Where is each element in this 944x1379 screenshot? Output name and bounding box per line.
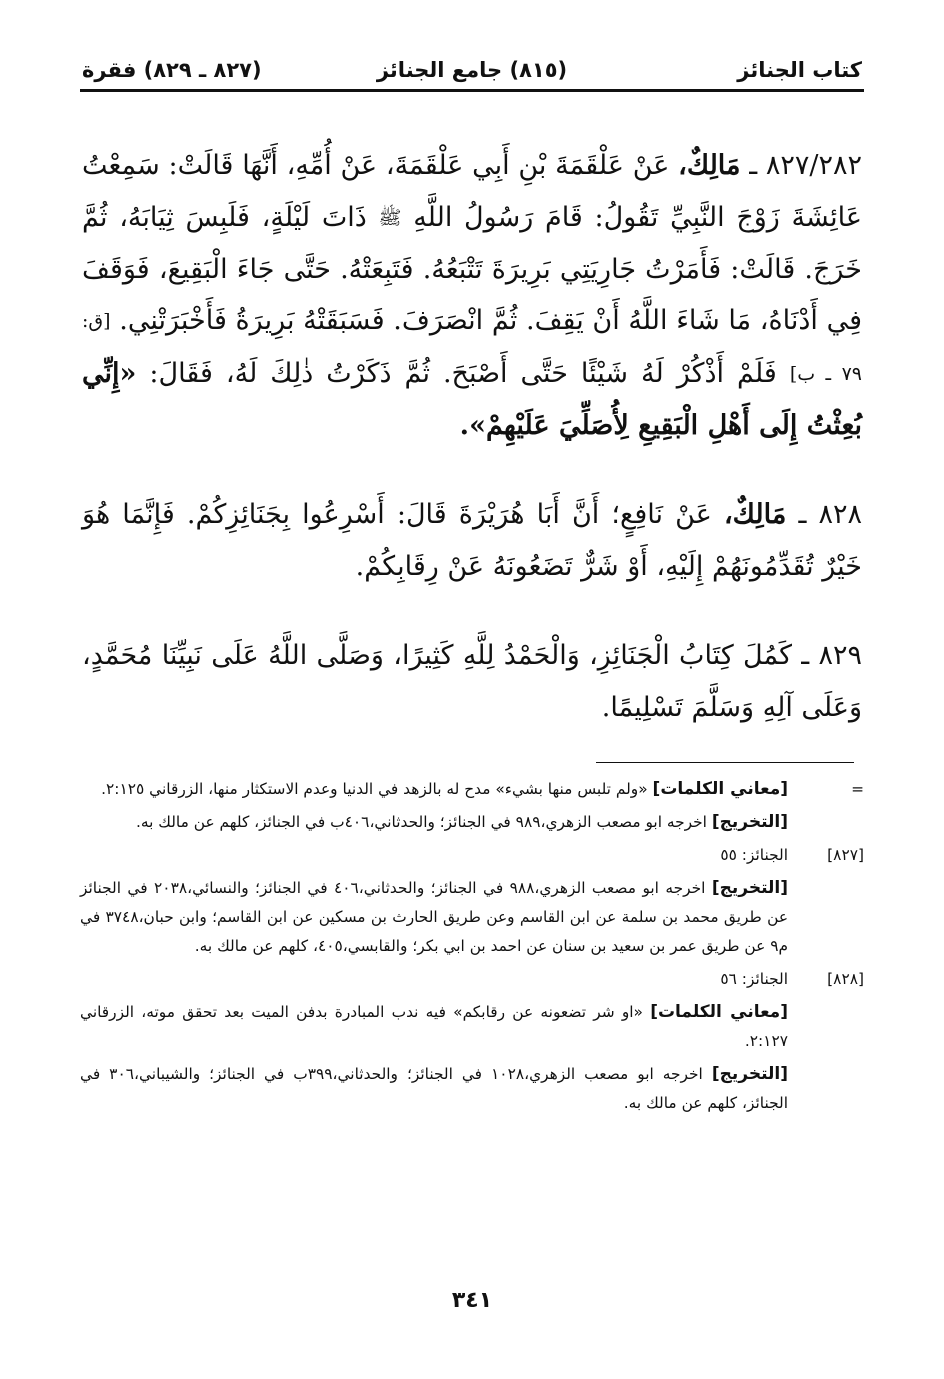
hadith-828 — [82, 489, 862, 592]
takhrij-text: اخرجه ابو مصعب الزهري،٩٨٨ في الجنائز؛ والحدثاني،٤٠٦ في الجنائز؛ والنسائي،٢٠٣٨ في الجنائز عن طريق محمد بن سلمة عن ابن القاسم وعن طريق الحارث بن مسكين عن ابن القاسم؛ وابن حبان،٣٧٤٨ في م٩ عن طريق عمر بن سعيد بن سنان عن احمد بن ابي بكر؛ والقابسي،٤٠٥، كلهم عن مالك به. — [80, 879, 788, 955]
footnote-continued-takhrij — [80, 808, 864, 837]
hadith-827-text-a: عَنْ عَلْقَمَةَ بْنِ أَبِي عَلْقَمَةَ، عَنْ أُمِّهِ، أَنَّهَا قَالَتْ: سَمِعْتُ عَائِشَةَ زَوْجَ النَّبِيِّ تَقُولُ: قَامَ رَسُولُ اللَّهِ — [82, 150, 862, 233]
hadith-827-text-c: فَلَمْ أَذْكُرْ لَهُ شَيْئًا حَتَّى أَصْبَحَ. ثُمَّ ذَكَرْتُ ذٰلِكَ لَهُ، فَقَالَ: — [149, 357, 777, 389]
header-paragraph-range: (٨٢٧ ـ ٨٢٩) فقرة — [82, 58, 262, 82]
hadith-827-number: ٨٢٧/٢٨٢ ـ — [749, 150, 862, 181]
footnote-827-source: الجنائز: ٥٥ — [720, 846, 788, 864]
footnote-separator — [596, 762, 854, 763]
closing-829 — [82, 630, 862, 733]
meanings-text: «او شر تضعونه عن رقابكم» فيه ندب المبادرة بدفن الميت بعد تحقق موته، الزرقاني ٢:١٢٧. — [80, 1003, 788, 1050]
hadith-828-text: عَنْ نَافِعٍ؛ أَنَّ أَبَا هُرَيْرَةَ قَالَ: أَسْرِعُوا بِجَنَائِزِكُمْ. فَإِنَّمَا هُوَ خَيْرٌ تُقَدِّمُونَهُمْ إِلَيْهِ، أَوْ شَرٌّ تَضَعُونَهُ عَنْ رِقَابِكُمْ. — [82, 499, 862, 582]
main-text — [82, 140, 862, 733]
header-rule — [80, 89, 864, 92]
footnote-827 — [80, 841, 864, 870]
footnote-827-marker: [٨٢٧] — [827, 846, 864, 864]
takhrij-text: اخرجه ابو مصعب الزهري،٩٨٩ في الجنائز؛ والحدثاني،٤٠٦ب في الجنائز، كلهم عن مالك به. — [135, 813, 707, 831]
footnotes — [80, 775, 864, 1118]
meanings-text: «ولم تلبس منها بشيء» مدح له بالزهد في الدنيا وعدم الاستكثار منها، الزرقاني ٢:١٢٥. — [101, 780, 648, 798]
footnote-828-marker: [٨٢٨] — [827, 970, 864, 988]
takhrij-label: [التخريج] — [711, 878, 788, 898]
closing-829-text: كَمُلَ كِتَابُ الْجَنَائِزِ، وَالْحَمْدُ لِلَّهِ كَثِيرًا، وَصَلَّى اللَّهُ عَلَى نَبِيِّنَا مُحَمَّدٍ، وَعَلَى آلِهِ وَسَلَّمَ تَسْلِيمًا. — [82, 640, 862, 723]
page-number: ٣٤١ — [451, 1288, 493, 1313]
continuation-marker: = — [851, 780, 864, 798]
footnote-828-meanings — [80, 998, 864, 1056]
footnote-828-source: الجنائز: ٥٦ — [720, 970, 788, 988]
takhrij-label: [التخريج] — [711, 1064, 788, 1084]
meanings-label: [معاني الكلمات] — [650, 1002, 788, 1022]
footnote-continued-meanings — [80, 775, 864, 804]
takhrij-label: [التخريج] — [711, 812, 788, 832]
hadith-828-narrator: مَالِكٌ، — [723, 499, 787, 531]
manuscript-reference: [ق: ٧٩ ـ ب] — [82, 310, 862, 385]
footnote-828 — [80, 965, 864, 994]
running-header — [80, 52, 864, 92]
hadith-827 — [82, 140, 862, 451]
hadith-827-text-b: ذَاتَ لَيْلَةٍ، فَلَبِسَ ثِيَابَهُ، ثُمَّ خَرَجَ. قَالَتْ: فَأَمَرْتُ جَارِيَتِي بَرِيرَةَ تَتْبَعُهُ. فَتَبِعَتْهُ. حَتَّى جَاءَ الْبَقِيعَ، فَوَقَفَ فِي أَدْنَاهُ، مَا شَاءَ اللَّهُ أَنْ يَقِفَ. ثُمَّ انْصَرَفَ. فَسَبَقَتْهُ بَرِيرَةُ فَأَخْبَرَتْنِي. — [82, 201, 863, 337]
hadith-827-quote: «إِنِّي بُعِثْتُ إِلَى أَهْلِ الْبَقِيعِ لِأُصَلِّيَ عَلَيْهِمْ». — [82, 357, 862, 441]
hadith-828-number: ٨٢٨ ـ — [798, 499, 862, 531]
header-chapter-title: (٨١٥) جامع الجنائز — [376, 58, 568, 82]
header-book-title: كتاب الجنائز — [737, 58, 862, 82]
footnote-827-takhrij — [80, 874, 864, 961]
hadith-827-narrator: مَالِكٌ، — [678, 150, 741, 181]
closing-829-number: ٨٢٩ ـ — [801, 640, 863, 672]
meanings-label: [معاني الكلمات] — [652, 779, 788, 799]
footnote-828-takhrij — [80, 1060, 864, 1118]
takhrij-text: اخرجه ابو مصعب الزهري،١٠٢٨ في الجنائز؛ والحدثاني،٣٩٩ب في الجنائز؛ والشيباني،٣٠٦ في الجنائز، كلهم عن مالك به. — [80, 1065, 788, 1112]
salawat-symbol: ﷺ — [378, 206, 402, 229]
